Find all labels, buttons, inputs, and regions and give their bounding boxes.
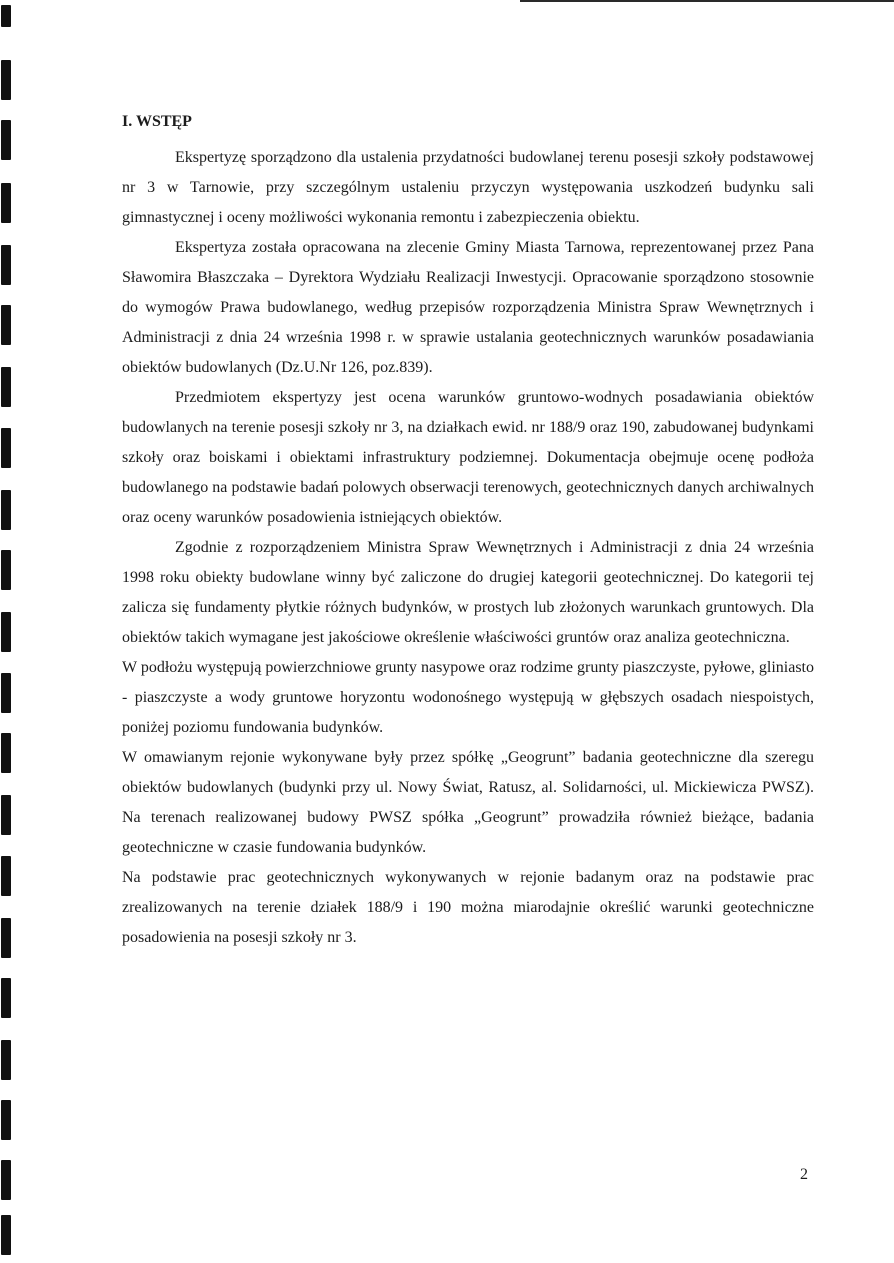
paragraph: W omawianym rejonie wykonywane były przez spółkę „Geogrunt” badania geotechniczne dla szeregu obiektów budowlanych (budynki przy ul. Nowy Świat, Ratusz, al. Solidarności, ul. Mickiewicza PWSZ). Na terenach realizowanej budowy PWSZ spółka „Geogrunt” prowadziła również bieżące, badania geotechniczne w czasie fundowania budynków. xyxy=(122,749,814,856)
binding-mark xyxy=(1,245,11,285)
binding-mark xyxy=(1,856,11,896)
binding-mark xyxy=(1,428,11,468)
binding-mark xyxy=(1,367,11,407)
binding-mark xyxy=(1,183,11,223)
binding-mark xyxy=(1,5,11,27)
binding-mark xyxy=(1,673,11,713)
paragraph: W podłożu występują powierzchniowe grunty nasypowe oraz rodzime grunty piaszczyste, pyłowe, gliniasto - piaszczyste a wody gruntowe horyzontu wodonośnego występują w głębszych osadach niespoistych, poniżej poziomu fundowania budynków. xyxy=(122,659,814,736)
page-number: 2 xyxy=(800,1166,808,1183)
binding-mark xyxy=(1,612,11,652)
top-edge-rule xyxy=(520,0,894,2)
paragraph: Ekspertyzę sporządzono dla ustalenia przydatności budowlanej terenu posesji szkoły podstawowej nr 3 w Tarnowie, przy szczególnym ustaleniu przyczyn występowania uszkodzeń budynku sali gimnastycznej i oceny możliwości wykonania remontu i zabezpieczenia obiektu. xyxy=(122,149,814,226)
binding-mark xyxy=(1,918,11,958)
binding-mark xyxy=(1,490,11,530)
document-body xyxy=(122,112,814,953)
binding-mark xyxy=(1,550,11,590)
binding-mark xyxy=(1,1040,11,1080)
binding-mark xyxy=(1,120,11,160)
binding-mark xyxy=(1,1160,11,1200)
binding-mark xyxy=(1,978,11,1018)
binding-mark xyxy=(1,1100,11,1140)
paragraph: Zgodnie z rozporządzeniem Ministra Spraw Wewnętrznych i Administracji z dnia 24 września 1998 roku obiekty budowlane winny być zaliczone do drugiej kategorii geotechnicznej. Do kategorii tej zalicza się fundamenty płytkie różnych budynków, w prostych lub złożonych warunkach gruntowych. Dla obiektów takich wymagane jest jakościowe określenie właściwości gruntów oraz analiza geotechniczna. xyxy=(122,539,814,646)
paragraph: Przedmiotem ekspertyzy jest ocena warunków gruntowo-wodnych posadawiania obiektów budowlanych na terenie posesji szkoły nr 3, na działkach ewid. nr 188/9 oraz 190, zabudowanej budynkami szkoły oraz boiskami i obiektami infrastruktury podziemnej. Dokumentacja obejmuje ocenę podłoża budowlanego na podstawie badań polowych obserwacji terenowych, geotechnicznych danych archiwalnych oraz oceny warunków posadowienia istniejących obiektów. xyxy=(122,389,814,526)
binding-mark xyxy=(1,305,11,345)
binding-mark xyxy=(1,60,11,100)
section-heading: I. WSTĘP xyxy=(122,113,192,130)
binding-mark xyxy=(1,795,11,835)
binding-holes xyxy=(0,0,20,1263)
paragraph: Na podstawie prac geotechnicznych wykonywanych w rejonie badanym oraz na podstawie prac zrealizowanych na terenie działek 188/9 i 190 można miarodajnie określić warunki geotechniczne posadowienia na posesji szkoły nr 3. xyxy=(122,869,814,946)
binding-mark xyxy=(1,733,11,773)
paragraph: Ekspertyza została opracowana na zlecenie Gminy Miasta Tarnowa, reprezentowanej przez Pana Sławomira Błaszczaka – Dyrektora Wydziału Realizacji Inwestycji. Opracowanie sporządzono stosownie do wymogów Prawa budowlanego, według przepisów rozporządzenia Ministra Spraw Wewnętrznych i Administracji z dnia 24 września 1998 r. w sprawie ustalania geotechnicznych warunków posadawiania obiektów budowlanych (Dz.U.Nr 126, poz.839). xyxy=(122,239,814,376)
binding-mark xyxy=(1,1215,11,1255)
